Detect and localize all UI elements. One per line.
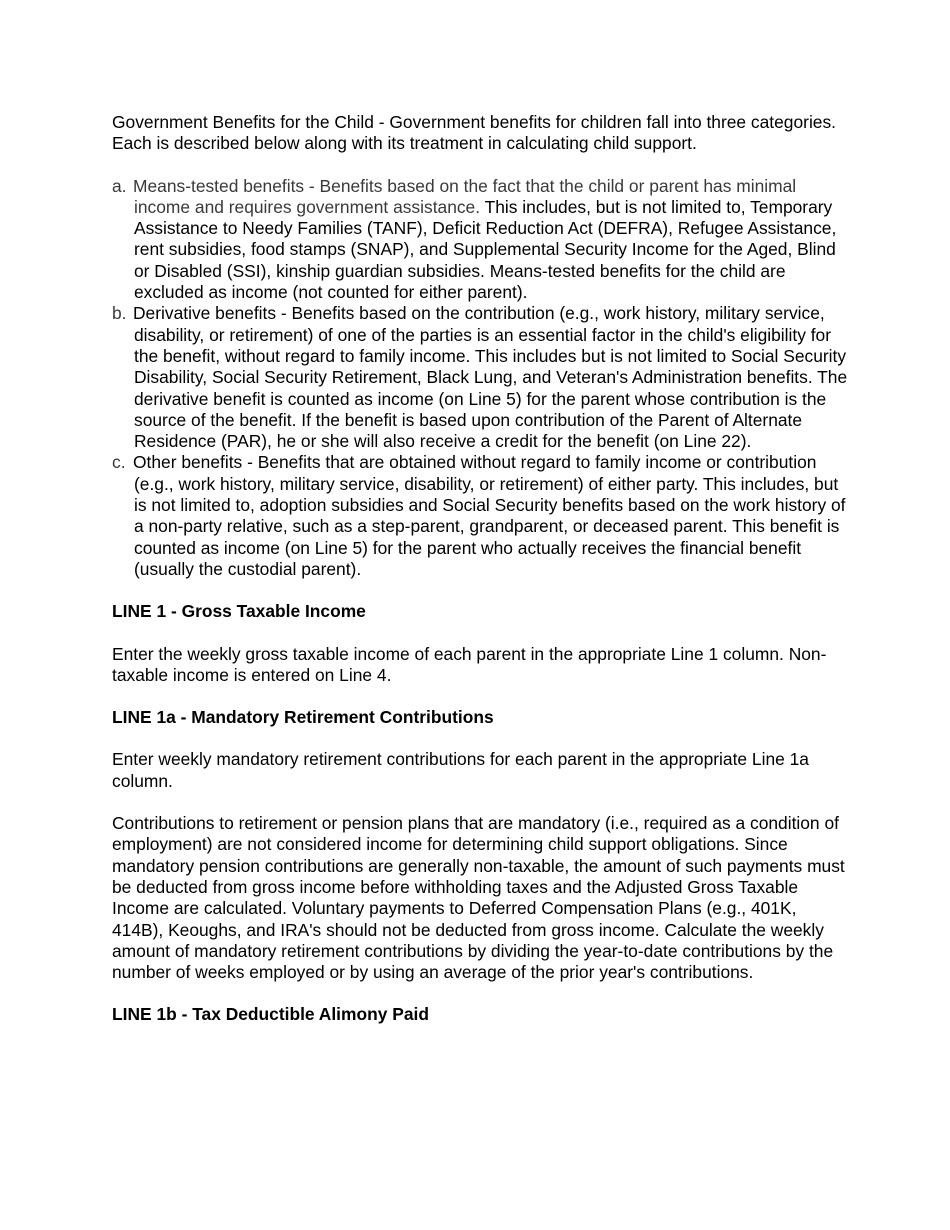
list-marker: a.	[112, 175, 127, 196]
benefit-list	[112, 176, 848, 581]
list-marker: b.	[112, 303, 127, 324]
line1-paragraph: Enter the weekly gross taxable income of each parent in the appropriate Line 1 column. Non-taxable income is entered on Line 4.	[112, 643, 827, 685]
line1-heading: LINE 1 - Gross Taxable Income	[112, 601, 366, 622]
document-content	[112, 112, 848, 1047]
line1b-heading: LINE 1b - Tax Deductible Alimony Paid	[112, 1004, 429, 1025]
intro-paragraph: Government Benefits for the Child - Government benefits for children fall into three categories. Each is described below along with its treatment in calculating child support.	[112, 112, 837, 154]
benefit-item-derivative	[112, 303, 848, 452]
benefit-text: Derivative benefits - Benefits based on the contribution (e.g., work history, military service, disability, or retirement) of one of the parties is an essential factor in the child's eligibility for the benefit, without regard to family income. This includes but is not limited to Social Security Disability, Social Security Retirement, Black Lung, and Veteran's Administration benefits. The derivative benefit is counted as income (on Line 5) for the parent whose contribution is the source of the benefit. If the benefit is based upon contribution of the Parent of Alternate Residence (PAR), he or she will also receive a credit for the benefit (on Line 22).	[133, 303, 848, 452]
benefit-item-other	[112, 452, 848, 580]
benefit-text: This includes, but is not limited to, Temporary Assistance to Needy Families (TANF), Deficit Reduction Act (DEFRA), Refugee Assistance, rent subsidies, food stamps (SNAP), and Supplemental Security Income for the Aged, Blind or Disabled (SSI), kinship guardian subsidies. Means-tested benefits for the child are excluded as income (not counted for either parent).	[134, 196, 837, 303]
benefit-item-means-tested	[112, 176, 848, 304]
benefit-text: Other benefits - Benefits that are obtained without regard to family income or contribution (e.g., work history, military service, disability, or retirement) of either party. This includes, but is not limited to, adoption subsidies and Social Security benefits based on the work history of a non-party relative, such as a step-parent, grandparent, or deceased parent. This benefit is counted as income (on Line 5) for the parent who actually receives the financial benefit (usually the custodial parent).	[133, 452, 846, 579]
list-marker: c.	[112, 452, 126, 473]
line1a-paragraph-1: Enter weekly mandatory retirement contributions for each parent in the appropriate Line 1a column.	[112, 749, 809, 791]
benefit-lead: Means-tested benefits - Benefits based on the fact that the child or parent has minimal income and requires government assistance.	[133, 175, 797, 217]
line1a-heading: LINE 1a - Mandatory Retirement Contributions	[112, 707, 494, 728]
line1a-paragraph-2: Contributions to retirement or pension plans that are mandatory (i.e., required as a condition of employment) are not considered income for determining child support obligations. Since mandatory pension contributions are generally non-taxable, the amount of such payments must be deducted from gross income before withholding taxes and the Adjusted Gross Taxable Income are calculated. Voluntary payments to Deferred Compensation Plans (e.g., 401K, 414B), Keoughs, and IRA's should not be deducted from gross income. Calculate the weekly amount of mandatory retirement contributions by dividing the year-to-date contributions by the number of weeks employed or by using an average of the prior year's contributions.	[112, 813, 845, 983]
